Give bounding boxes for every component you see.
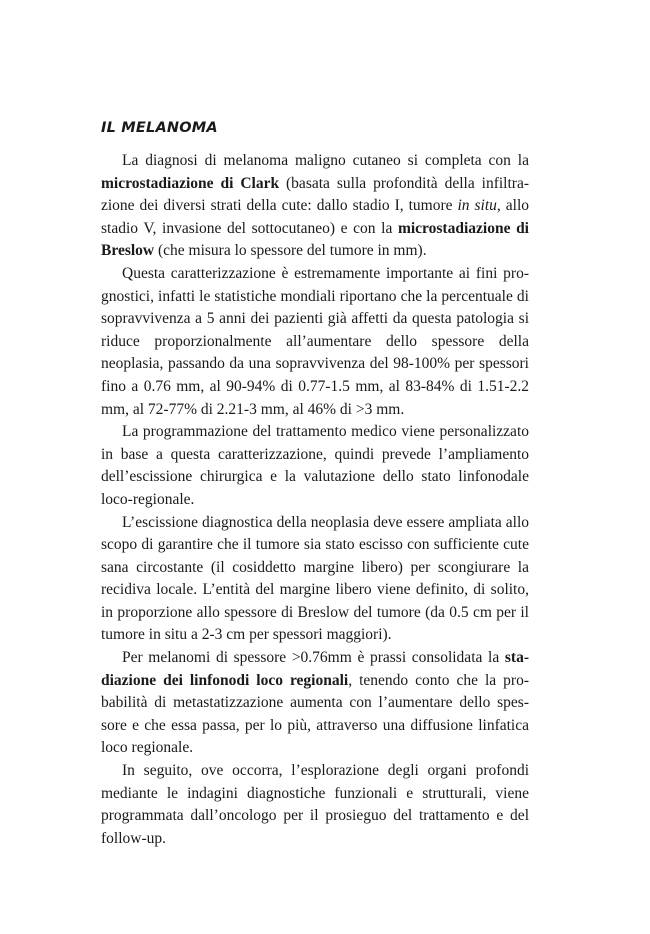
bold-term: microstadiazione di Clark <box>101 174 280 192</box>
text-run: Per melanomi di spessore >0.76mm è prassi consolidata la <box>122 649 505 667</box>
italic-term: in situ <box>457 197 497 215</box>
paragraph-lymph-nodes <box>101 647 529 760</box>
bold-term: stadiazione dei linfonodi loco regionali <box>101 649 529 689</box>
text-run: , tenendo conto che la probabilità di metastatizzazione aumenta con l’aumentare dello spessore e che essa passa, per lo più, attraverso una diffusione linfatica loco regionale. <box>101 671 529 757</box>
paragraph-follow-up <box>101 760 529 850</box>
text-run: La diagnosi di melanoma maligno cutaneo si completa con la <box>122 152 529 169</box>
text-run: (che misura lo spessore del tumore in mm). <box>154 242 427 260</box>
bold-term: microstadiazione di Breslow <box>101 219 529 260</box>
paragraph-treatment <box>101 421 529 511</box>
section-heading: IL MELANOMA <box>101 120 218 136</box>
paragraph-survival <box>101 263 529 421</box>
text-run: Questa caratterizzazione è estremamente importante ai fini prognostici, infatti le statistiche mondiali riportano che la percentuale di sopravvivenza a 5 anni dei pazienti già affetti da questa patologia si riduce proporzionalmente all’aumentare dello spessore della neoplasia, passando da una sopravvivenza del 98-100% per spessori fino a 0.76 mm, al 90-94% di 0.77-1.5 mm, al 83-84% di 1.51-2.2 mm, al 72-77% di 2.21-3 mm, al 46% di >3 mm. <box>101 264 529 418</box>
paragraph-clark-breslow <box>101 150 529 263</box>
text-run: (basata sulla profondità della infiltrazione dei diversi strati della cute: dallo stadio I, tumore <box>101 174 530 215</box>
text-run: L’escissione diagnostica della neoplasia deve essere ampliata allo scopo di garantire che il tumore sia stato escisso con sufficiente cute sana circostante (il cosiddetto margine libero) per scongiurare la recidiva locale. L’entità del margine libero viene definito, di solito, in proporzione allo spessore di Breslow del tumore (da 0.5 cm per il tumore in situ a 2-3 cm per spessori maggiori). <box>101 513 529 644</box>
text-run: In seguito, ove occorra, l’esplorazione degli organi profondi mediante le indagini diagnostiche funzionali e strutturali, viene programmata dall’oncologo per il prosieguo del trattamento e del follow-up. <box>101 762 529 847</box>
text-run: La programmazione del trattamento medico viene personalizzato in base a questa caratterizzazione, quindi prevede l’ampliamento dell’escissione chirurgica e la valutazione dello stato linfonodale loco-regionale. <box>101 423 529 508</box>
body-text <box>101 150 529 850</box>
paragraph-excision <box>101 512 529 648</box>
text-run: , allo stadio V, invasione del sottocutaneo) e con la <box>101 197 530 237</box>
